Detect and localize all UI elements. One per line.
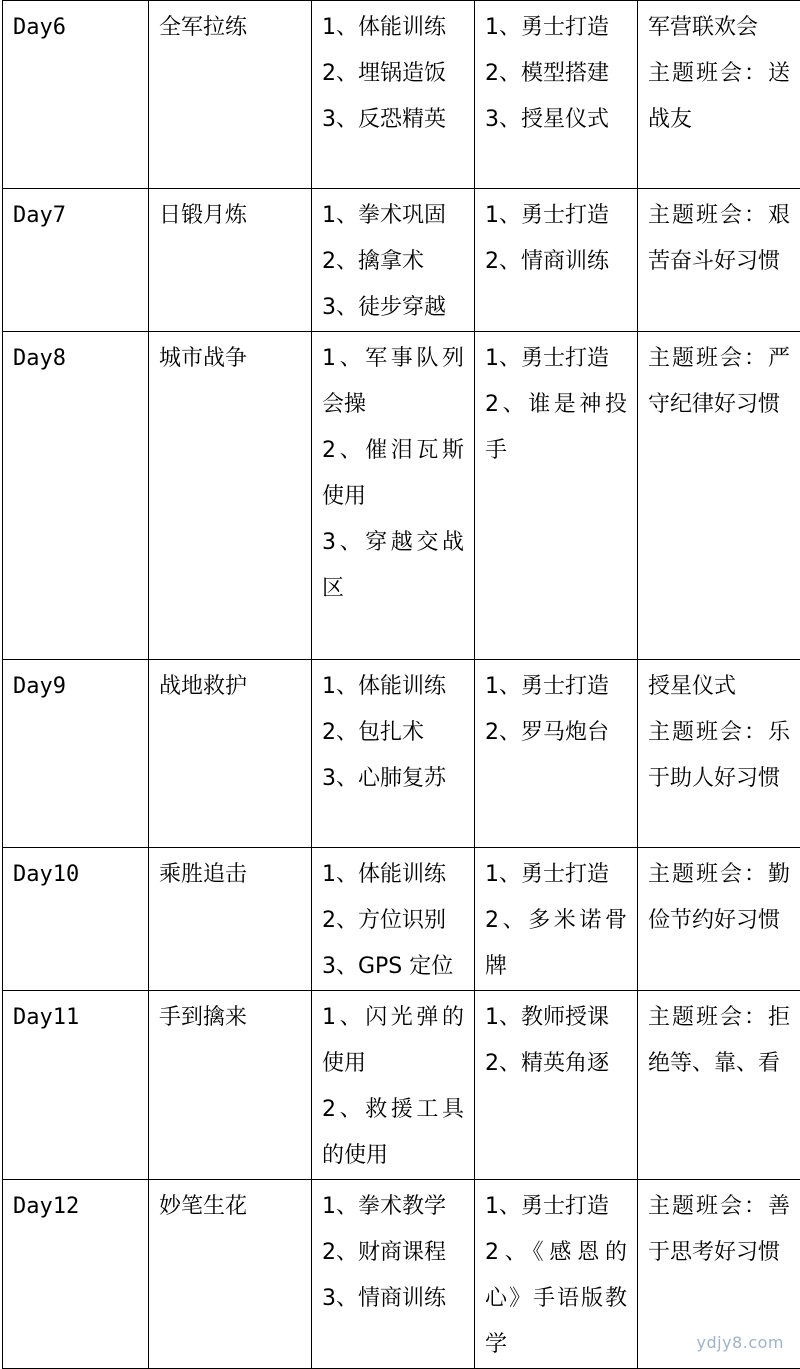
activity-item: 1、体能训练 (322, 852, 464, 898)
schedule-body (3, 1, 800, 1369)
table-row (3, 189, 800, 332)
watermark-text: ydjy8.com (697, 1333, 784, 1352)
activity-item: 2、财商课程 (322, 1230, 464, 1276)
table-row (3, 332, 800, 660)
evening-cell (638, 848, 800, 991)
theme-label: 手到擒来 (159, 995, 301, 1041)
activities-b-cell (475, 332, 638, 660)
evening-item: 主题班会：拒绝等、靠、看 (648, 995, 790, 1087)
theme-label: 城市战争 (159, 336, 301, 382)
evening-cell (638, 1, 800, 189)
activity-item: 1、勇士打造 (485, 336, 627, 382)
activity-item: 1、军事队列会操 (322, 336, 464, 428)
day-cell (3, 1, 149, 189)
activity-item: 2、救援工具的使用 (322, 1087, 464, 1179)
day-label: Day10 (13, 852, 138, 898)
day-label: Day8 (13, 336, 138, 382)
activity-item: 1、体能训练 (322, 664, 464, 710)
activity-item: 1、勇士打造 (485, 852, 627, 898)
activity-item: 2、方位识别 (322, 898, 464, 944)
theme-cell (149, 660, 312, 848)
table-row (3, 991, 800, 1180)
activity-item: 1、拳术巩固 (322, 193, 464, 239)
day-cell (3, 1180, 149, 1369)
evening-item: 主题班会：善于思考好习惯 (648, 1184, 790, 1276)
evening-cell (638, 660, 800, 848)
activity-item: 3、GPS 定位 (322, 944, 464, 990)
theme-cell (149, 332, 312, 660)
theme-label: 日锻月炼 (159, 193, 301, 239)
activities-b-cell (475, 1180, 638, 1369)
activity-item: 2、埋锅造饭 (322, 51, 464, 97)
activities-b-cell (475, 1, 638, 189)
evening-item: 主题班会：勤俭节约好习惯 (648, 852, 790, 944)
theme-label: 全军拉练 (159, 5, 301, 51)
day-label: Day9 (13, 664, 138, 710)
table-row (3, 1180, 800, 1369)
activities-a-cell (312, 332, 475, 660)
activities-b-cell (475, 660, 638, 848)
activity-item: 1、勇士打造 (485, 5, 627, 51)
evening-item: 主题班会：艰苦奋斗好习惯 (648, 193, 790, 285)
day-label: Day6 (13, 5, 138, 51)
day-label: Day12 (13, 1184, 138, 1230)
activity-item: 3、情商训练 (322, 1276, 464, 1322)
activity-item: 2、谁是神投手 (485, 382, 627, 474)
theme-label: 妙笔生花 (159, 1184, 301, 1230)
activities-b-cell (475, 991, 638, 1180)
activity-item: 2、多米诺骨牌 (485, 898, 627, 990)
activities-a-cell (312, 991, 475, 1180)
activity-item: 1、勇士打造 (485, 664, 627, 710)
evening-item: 授星仪式 (648, 664, 790, 710)
activity-item: 1、拳术教学 (322, 1184, 464, 1230)
activity-item: 3、授星仪式 (485, 97, 627, 143)
theme-label: 战地救护 (159, 664, 301, 710)
day-cell (3, 660, 149, 848)
day-cell (3, 189, 149, 332)
activity-item: 2、《感恩的心》手语版教学 (485, 1230, 627, 1368)
evening-item: 主题班会：送战友 (648, 51, 790, 143)
activity-item: 1、勇士打造 (485, 1184, 627, 1230)
activity-item: 3、心肺复苏 (322, 756, 464, 802)
activities-a-cell (312, 660, 475, 848)
theme-cell (149, 1180, 312, 1369)
evening-cell (638, 189, 800, 332)
day-cell (3, 848, 149, 991)
activity-item: 2、包扎术 (322, 710, 464, 756)
activity-item: 1、体能训练 (322, 5, 464, 51)
activity-item: 2、擒拿术 (322, 239, 464, 285)
activities-a-cell (312, 189, 475, 332)
activities-b-cell (475, 189, 638, 332)
evening-item: 军营联欢会 (648, 5, 790, 51)
activities-b-cell (475, 848, 638, 991)
theme-cell (149, 189, 312, 332)
day-label: Day7 (13, 193, 138, 239)
activities-a-cell (312, 1, 475, 189)
activity-item: 2、模型搭建 (485, 51, 627, 97)
evening-cell (638, 332, 800, 660)
table-row (3, 660, 800, 848)
activity-item: 3、反恐精英 (322, 97, 464, 143)
theme-cell (149, 848, 312, 991)
theme-label: 乘胜追击 (159, 852, 301, 898)
activity-item: 3、穿越交战区 (322, 520, 464, 612)
activity-item: 1、闪光弹的使用 (322, 995, 464, 1087)
day-cell (3, 332, 149, 660)
activity-item: 2、情商训练 (485, 239, 627, 285)
theme-cell (149, 991, 312, 1180)
evening-cell (638, 991, 800, 1180)
activities-a-cell (312, 1180, 475, 1369)
day-cell (3, 991, 149, 1180)
activity-item: 2、催泪瓦斯使用 (322, 428, 464, 520)
activity-item: 1、教师授课 (485, 995, 627, 1041)
table-row (3, 848, 800, 991)
day-label: Day11 (13, 995, 138, 1041)
activities-a-cell (312, 848, 475, 991)
table-row (3, 1, 800, 189)
activity-item: 3、徒步穿越 (322, 285, 464, 331)
activity-item: 1、勇士打造 (485, 193, 627, 239)
evening-item: 主题班会：严守纪律好习惯 (648, 336, 790, 428)
schedule-table (2, 0, 800, 1369)
activity-item: 2、精英角逐 (485, 1041, 627, 1087)
evening-item: 主题班会：乐于助人好习惯 (648, 710, 790, 802)
activity-item: 2、罗马炮台 (485, 710, 627, 756)
theme-cell (149, 1, 312, 189)
